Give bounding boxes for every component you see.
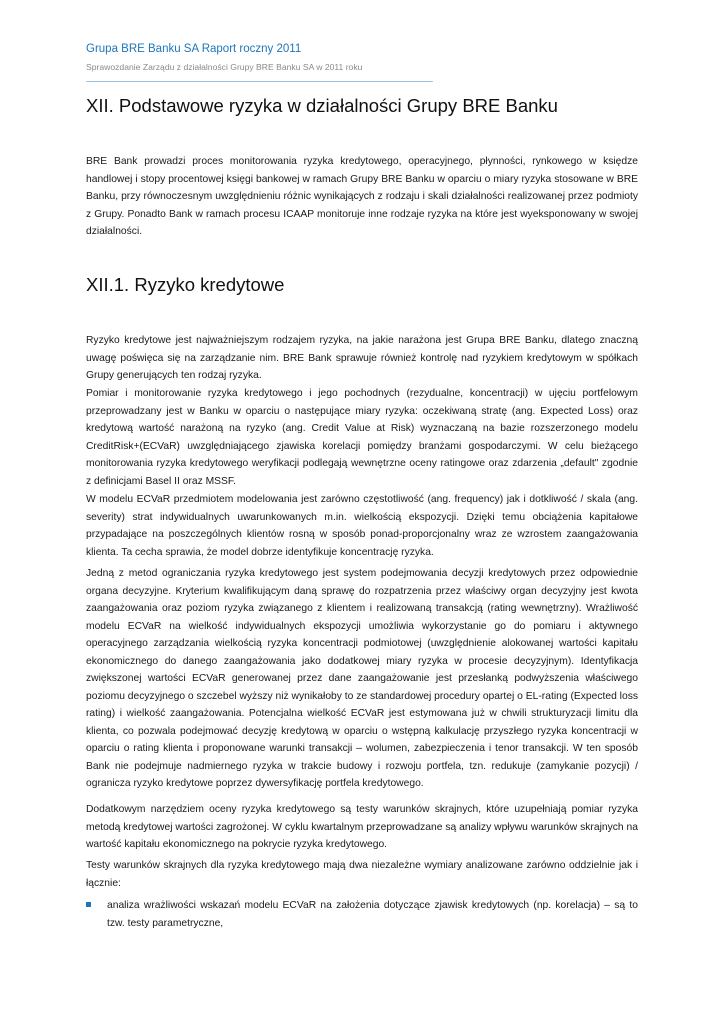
subsection-heading: XII.1. Ryzyko kredytowe	[86, 274, 285, 295]
paragraph-credit-risk-overview: Ryzyko kredytowe jest najważniejszym rodzajem ryzyka, na jakie narażona jest Grupa BRE Banku, dlatego znaczną uwagę poświęca się na zarządzanie nim. BRE Bank sprawuje również kontrolę nad ryzykiem kredytowym w spółkach Grupy generujących ten rodzaj ryzyka.	[86, 335, 638, 381]
report-title: Grupa BRE Banku SA Raport roczny 2011	[86, 43, 302, 55]
bullet-square-icon	[86, 902, 91, 907]
list-item-text: analiza wrażliwości wskazań modelu ECVaR na założenia dotyczące zjawisk kredytowych (np. korelacja) – są to tzw. testy parametryczne,	[107, 900, 638, 929]
paragraph-stress-dimensions: Testy warunków skrajnych dla ryzyka kredytowego mają dwa niezależne wymiary analizowane zarówno oddzielnie jak i łącznie:	[86, 860, 638, 889]
header-divider	[86, 81, 433, 82]
paragraph-risk-measurement: Pomiar i monitorowanie ryzyka kredytowego i jego pochodnych (rezydualne, koncentracji) w ujęciu portfelowym przeprowadzany jest w Banku w oparciu o następujące miary ryzyka: oczekiwaną stratę (ang. Expected Loss) oraz kredytową wartość narażoną na ryzyko (ang. Credit Value at Risk) wyznaczaną na bazie rozszerzonego modelu CreditRisk+(ECVaR) uwzględniającego zjawiska korelacji pomiędzy branżami gospodarczymi. W celu bieżącego monitorowania ryzyka kredytowego weryfikacji podlegają wewnętrzne oceny ratingowe oraz zdarzenia „default" zgodnie z definicjami Basel II oraz MSSF.	[86, 388, 638, 487]
section-intro-paragraph: BRE Bank prowadzi proces monitorowania ryzyka kredytowego, operacyjnego, płynności, rynkowego w księdze handlowej i stopy procentowej księgi bankowej w ramach Grupy BRE Banku w oparciu o miary ryzyka stosowane w BRE Banku, przy równoczesnym uwzględnieniu różnic wynikających z rodzaju i skali działalności realizowanej przez podmioty z Grupy. Ponadto Bank w ramach procesu ICAAP monitoruje inne rodzaje ryzyka na które jest wyeksponowany w swojej działalności.	[86, 156, 638, 237]
report-subtitle: Sprawozdanie Zarządu z działalności Grupy BRE Banku SA w 2011 roku	[86, 62, 363, 72]
section-heading: XII. Podstawowe ryzyka w działalności Grupy BRE Banku	[86, 95, 558, 116]
paragraph-stress-tests: Dodatkowym narzędziem oceny ryzyka kredytowego są testy warunków skrajnych, które uzupełniają pomiar ryzyka metodą kredytowej wartości zagrożonej. W cyklu kwartalnym przeprowadzane są analizy wpływu warunków skrajnych na wartość kapitału ekonomicznego na pokrycie ryzyka kredytowego.	[86, 804, 638, 850]
paragraph-credit-decisions: Jedną z metod ograniczania ryzyka kredytowego jest system podejmowania decyzji kredytowych przez odpowiednie organa decyzyjne. Kryterium kwalifikującym daną sprawę do rozpatrzenia przez właściwy organ decyzyjny jest kwota zaangażowania oraz poziom ryzyka związanego z klientem i realizowaną transakcją (rating wewnętrzny). Wrażliwość modelu ECVaR na wielkość indywidualnych ekspozycji umożliwia wykorzystanie go do pomiaru i aktywnego operacyjnego zarządzania wielkością ryzyka koncentracji podmiotowej (uwzględnienie alokowanej wartości kapitału ekonomicznego do danego zaangażowania jako dodatkowej miary ryzyka w procesie decyzyjnym). Identyfikacja zwiększonej wartości ECVaR generowanej przez dane zaangażowanie jest przesłanką podwyższenia właściwego poziomu decyzyjnego o szczebel wyższy niż wynikałoby to ze standardowej procedury opartej o EL-rating (Expected loss rating) i wielkość zaangażowania. Potencjalna wielkość ECVaR jest estymowana już w chwili strukturyzacji limitu dla klienta, co pozwala podejmować decyzję kredytową w oparciu o wstępną kalkulację przyszłego ryzyka koncentracji w oparciu o rating klienta i proponowane warunki transakcji – wolumen, zabezpieczenia i tenor transakcji. W ten sposób Bank nie podejmuje nadmiernego ryzyka w trakcie budowy i rozwoju portfela, tzn. redukuje (zamykanie pozycji) / ogranicza ryzyko kredytowe poprzez dywersyfikację portfela kredytowego.	[86, 568, 638, 789]
paragraph-ecvar-model: W modelu ECVaR przedmiotem modelowania jest zarówno częstotliwość (ang. frequency) jak i dotkliwość / skala (ang. severity) strat indywidualnych uwarunkowanych m.in. wielkością ekspozycji. Dzięki temu obciążenia kapitałowe przypadające na poszczególnych klientów rosną w sposób ponad-proporcjonalny wraz ze wzrostem zaangażowania klienta. Ta cecha sprawia, że model dobrze identyfikuje koncentrację ryzyka.	[86, 494, 638, 558]
